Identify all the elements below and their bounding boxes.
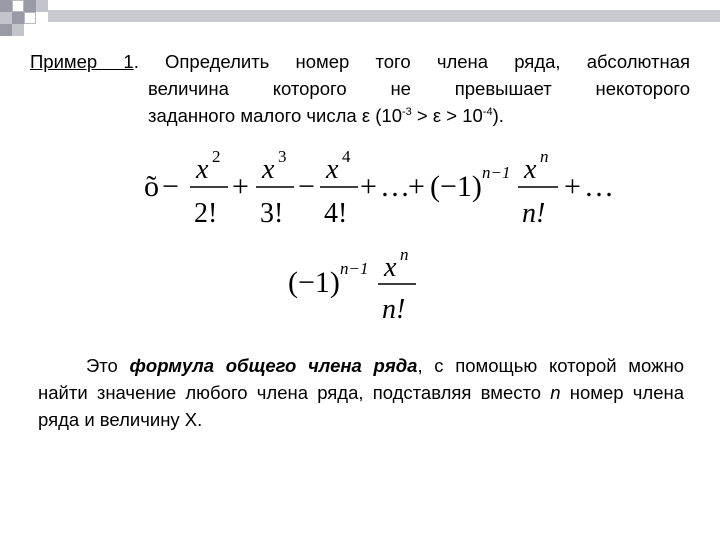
exponent: n bbox=[400, 248, 409, 264]
example-line-3 bbox=[30, 102, 690, 129]
exponent: n−1 bbox=[482, 163, 511, 182]
para-emphasis: формула общего члена ряда bbox=[129, 355, 418, 376]
ellipsis: … bbox=[584, 170, 614, 203]
example-text-1: Определить номер того члена ряда, абсолютная bbox=[165, 51, 690, 72]
denominator: 3! bbox=[260, 198, 284, 229]
example-text-3b: > ε > 10 bbox=[411, 105, 483, 126]
numerator-x: x bbox=[326, 154, 339, 185]
example-dot: . bbox=[133, 51, 139, 72]
deco-square bbox=[12, 0, 24, 12]
minus-sign: − bbox=[162, 170, 179, 203]
explanation-paragraph bbox=[38, 352, 684, 433]
example-block bbox=[30, 48, 690, 129]
ellipsis: … bbox=[380, 170, 410, 203]
denominator: 4! bbox=[324, 198, 348, 229]
numerator-x: x bbox=[262, 154, 275, 185]
denominator: n! bbox=[382, 294, 406, 325]
general-term-formula bbox=[284, 248, 434, 328]
deco-square bbox=[0, 0, 12, 12]
deco-square bbox=[24, 12, 36, 24]
exponent: -4 bbox=[482, 106, 493, 118]
sign-factor: (−1) bbox=[288, 266, 340, 299]
plus-sign: + bbox=[360, 170, 377, 203]
series-start: õ bbox=[144, 170, 159, 203]
para-text-2: номер члена ряда и величину X. bbox=[38, 382, 685, 430]
deco-square bbox=[24, 0, 36, 12]
exponent: -3 bbox=[402, 106, 412, 118]
deco-square bbox=[0, 12, 12, 24]
example-text-3a: заданного малого числа ε (10 bbox=[148, 105, 402, 126]
series-formula bbox=[140, 140, 620, 235]
deco-square bbox=[0, 24, 12, 36]
numerator-x: x bbox=[196, 154, 209, 185]
sign-factor: (−1) bbox=[430, 170, 482, 203]
minus-sign: − bbox=[298, 170, 315, 203]
denominator: n! bbox=[522, 198, 546, 229]
plus-sign: + bbox=[232, 170, 249, 203]
variable-n: n bbox=[550, 382, 561, 403]
para-text-1: , с помощью которой можно найти значение любого члена ряда, подставляя вместо bbox=[38, 355, 684, 403]
exponent: 3 bbox=[278, 147, 287, 166]
deco-square bbox=[12, 12, 24, 24]
example-label: Пример 1 bbox=[30, 51, 134, 72]
numerator-x: x bbox=[524, 154, 537, 185]
example-line-2: величина которого не превышает некоторого bbox=[148, 78, 690, 99]
para-intro: Это bbox=[86, 355, 130, 376]
denominator: 2! bbox=[194, 198, 218, 229]
example-text-3c: ). bbox=[492, 105, 504, 126]
exponent: n bbox=[540, 147, 549, 166]
exponent: 4 bbox=[342, 147, 351, 166]
top-bar-decoration bbox=[48, 10, 720, 22]
example-line-1 bbox=[30, 48, 690, 75]
exponent: 2 bbox=[212, 147, 221, 166]
deco-square bbox=[12, 24, 24, 36]
plus-sign: + bbox=[408, 170, 425, 203]
deco-square bbox=[36, 0, 48, 12]
corner-decoration bbox=[0, 0, 60, 45]
exponent: n−1 bbox=[340, 259, 369, 278]
plus-sign: + bbox=[564, 170, 581, 203]
numerator-x: x bbox=[384, 252, 397, 283]
